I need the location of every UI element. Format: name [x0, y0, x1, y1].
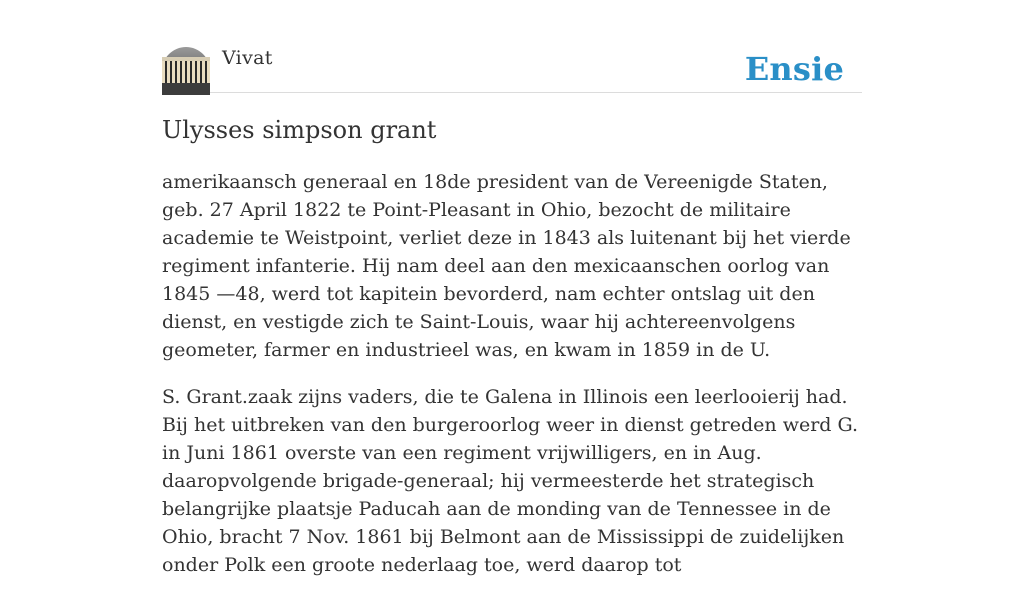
article-body [162, 168, 862, 598]
bookshelf-avatar-icon[interactable] [162, 47, 210, 95]
brand-logo[interactable]: Ensie [744, 50, 844, 88]
paragraph: S. Grant.zaak zijns vaders, die te Galena in Illinois een leerlooierij had. Bij het uitbreken van den burgeroorlog weer in dienst getreden werd G. in Juni 1861 overste van een regiment vrijwilligers, en in Aug. daaropvolgende brigade-generaal; hij vermeesterde het strategisch belangrijke plaatsje Paducah aan de monding van de Tennessee in de Ohio, bracht 7 Nov. 1861 bij Belmont aan de Mississippi de zuidelijken onder Polk een groote nederlaag toe, werd daarop tot [162, 386, 859, 576]
page-title: Ulysses simpson grant [162, 116, 437, 144]
page [162, 0, 862, 576]
books [162, 61, 210, 83]
username[interactable]: Vivat [222, 47, 273, 69]
paragraph: amerikaansch generaal en 18de president van de Vereenigde Staten, geb. 27 April 1822 te Point-Pleasant in Ohio, bezocht de militaire academie te Weistpoint, verliet deze in 1843 als luitenant bij het vierde regiment infanterie. Hij nam deel aan den mexicaanschen oorlog van 1845 —48, werd tot kapitein bevorderd, nam echter ontslag uit den dienst, en vestigde zich te Saint-Louis, waar hij achtereenvolgens geometer, farmer en industrieel was, en kwam in 1859 in de U. [162, 171, 851, 361]
shelf-bottom [162, 83, 210, 95]
header [162, 0, 862, 93]
